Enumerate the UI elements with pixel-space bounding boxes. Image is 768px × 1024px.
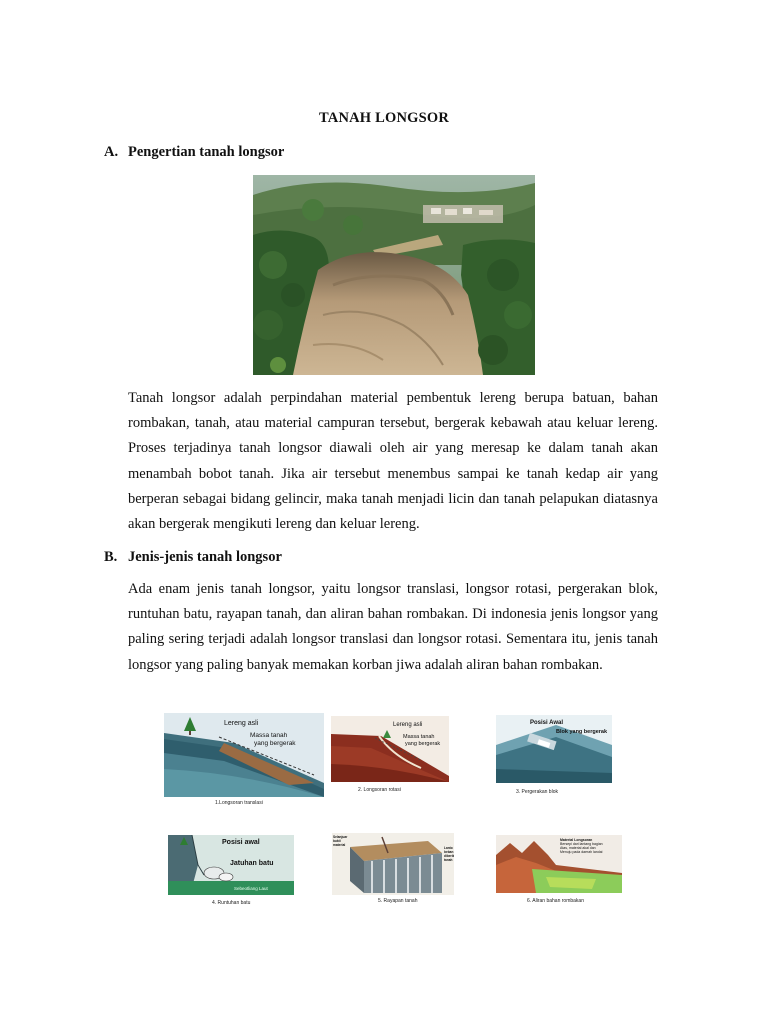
diagram-soil-creep bbox=[332, 833, 454, 895]
diagram-rotational-landslide bbox=[331, 716, 449, 782]
diagram-block-movement bbox=[496, 715, 612, 783]
d4-label-0: Posisi awal bbox=[222, 839, 260, 846]
d5-label-2: material bbox=[333, 843, 346, 847]
section-a-heading bbox=[104, 144, 284, 161]
d5-label-0: Selanjuar bbox=[333, 835, 348, 839]
diagram-caption-4: 4. Runtuhan batu bbox=[212, 900, 251, 906]
document-title: TANAH LONGSOR bbox=[318, 110, 450, 126]
diagram-caption-2: 2. Longsoran rotasi bbox=[358, 787, 401, 793]
section-a-number: A. bbox=[104, 144, 119, 160]
section-b-paragraph: Ada enam jenis tanah longsor, yaitu longsor translasi, longsor rotasi, pergerakan blok, runtuhan batu, rayapan tanah, dan aliran bahan rombakan. Di indonesia jenis longsor yang paling sering terjadi adalah longsor translasi dan longsor rotasi. Sementara itu, jenis tanah longsor yang paling banyak memakan korban jiwa adalah aliran bahan rombakan. bbox=[128, 581, 658, 673]
diagram-debris-flow bbox=[496, 835, 622, 893]
d4-label-1: Jatuhan batu bbox=[230, 860, 274, 867]
d5-label-7: tanah bbox=[444, 858, 453, 862]
d3-label-0: Posisi Awal bbox=[530, 720, 564, 726]
d5-label-5: beban bbox=[444, 850, 454, 854]
d6-label-1: Bersepi dari lantang bagian bbox=[560, 842, 603, 846]
diagram-caption-5: 5. Rayapan tanah bbox=[378, 898, 418, 904]
diagram-caption-1: 1.Longsoran translasi bbox=[215, 800, 263, 806]
d2-label-2: yang bergerak bbox=[405, 741, 441, 747]
diagram-caption-3: 3. Pergerakan blok bbox=[516, 789, 558, 795]
d1-label-2: yang bergerak bbox=[254, 740, 296, 747]
d6-label-2: Atas, material akal dan bbox=[560, 846, 596, 850]
d4-label-2: Sebeotliang Laut bbox=[234, 886, 268, 891]
d1-label-1: Massa tanah bbox=[250, 732, 288, 739]
d5-label-1: bukti bbox=[333, 839, 341, 843]
landslide-photo bbox=[253, 175, 535, 375]
section-a-title: Pengertian tanah longsor bbox=[128, 144, 285, 160]
diagram-rockfall bbox=[168, 835, 294, 895]
section-b-number: B. bbox=[104, 549, 118, 565]
section-b-title: Jenis-jenis tanah longsor bbox=[128, 549, 282, 565]
d1-label-0: Lereng asli bbox=[224, 720, 259, 727]
d2-label-0: Lereng asli bbox=[393, 722, 423, 728]
d5-label-4: Lanto bbox=[444, 846, 453, 850]
d6-label-0: Material Longsoran bbox=[560, 838, 593, 842]
section-a-paragraph: Tanah longsor adalah perpindahan material pembentuk lereng berupa batuan, bahan rombakan, tanah, atau material campuran tersebut, bergerak kebawah atau keluar lereng. Proses terjadinya tanah longsor diawali oleh air yang meresap ke dalam tanah akan menambah bobot tanah. Jika air tersebut menembus sampai ke tanah kedap air yang berperan sebagai bidang gelincir, maka tanah menjadi licin dan tanah pelapukan diatasnya akan bergerak mengikuti lereng dan keluar lereng. bbox=[128, 390, 658, 533]
diagram-caption-6: 6. Aliran bahan rombakan bbox=[527, 898, 584, 904]
d3-label-1: Blok yang bergerak bbox=[556, 729, 608, 735]
d2-label-1: Massa tanah bbox=[403, 734, 435, 740]
d5-label-6: diberik bbox=[444, 854, 454, 858]
diagram-translational-landslide bbox=[164, 713, 324, 797]
d6-label-3: Menuju pada daerah landai bbox=[560, 850, 603, 854]
section-b-heading bbox=[104, 549, 282, 566]
